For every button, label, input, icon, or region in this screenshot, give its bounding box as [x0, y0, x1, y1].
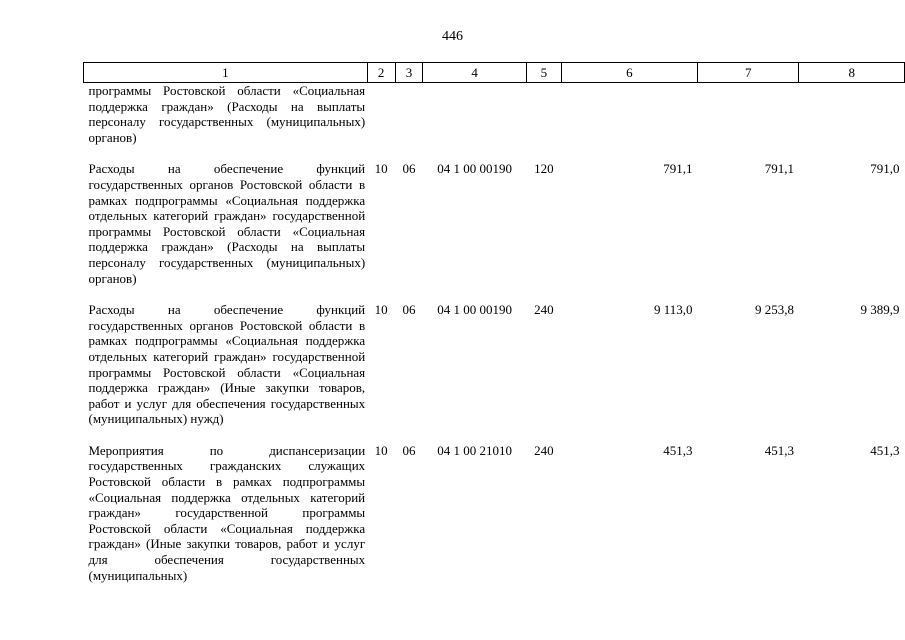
row-rz: 10 — [374, 442, 388, 458]
row-year-1: 791,1 — [663, 161, 693, 177]
row-csr: 04 1 00 21010 — [437, 442, 513, 458]
row-vr: 240 — [534, 442, 554, 458]
header-col-7: 7 — [697, 63, 798, 83]
table-row — [84, 161, 905, 302]
header-col-3: 3 — [395, 63, 423, 83]
header-col-6: 6 — [561, 63, 697, 83]
continuation-text: программы Ростовской области «Социальная поддержка граждан» (Расходы на выплаты персоналу государственных (муниципальных) органов) — [88, 83, 366, 145]
header-col-2: 2 — [367, 63, 395, 83]
header-col-4: 4 — [423, 63, 526, 83]
row-name: Расходы на обеспечение функций государственных органов Ростовской области в рамках подпрограммы «Социальная поддержка отдельных категорий граждан» государственной программы Ростовской области «Социальная поддержка граждан» (Расходы на выплаты персоналу государственных (муниципальных) органов) — [88, 161, 366, 286]
row-vr: 240 — [534, 302, 554, 318]
row-csr: 04 1 00 00190 — [437, 161, 513, 177]
row-year-3: 791,0 — [870, 161, 900, 177]
row-pr: 06 — [402, 161, 416, 177]
row-year-2: 9 253,8 — [754, 302, 794, 318]
row-name: Расходы на обеспечение функций государственных органов Ростовской области в рамках подпрограммы «Социальная поддержка отдельных категорий граждан» государственной программы Ростовской области «Социальная поддержка граждан» (Иные закупки товаров, работ и услуг для обеспечения государственных (муниципальных) нужд) — [88, 302, 366, 427]
row-year-2: 451,3 — [764, 442, 794, 458]
budget-table — [83, 62, 905, 583]
row-year-2: 791,1 — [764, 161, 794, 177]
header-col-1: 1 — [84, 63, 368, 83]
row-year-1: 9 113,0 — [653, 302, 693, 318]
row-rz: 10 — [374, 161, 388, 177]
page-number: 446 — [442, 29, 463, 44]
table-row — [84, 443, 905, 583]
row-pr: 06 — [402, 302, 416, 318]
row-pr: 06 — [402, 442, 416, 458]
row-name: Мероприятия по диспансеризации государственных гражданских служащих Ростовской области в рамках подпрограммы «Социальная поддержка отдельных категорий граждан» государственной программы Ростовской области «Социальная поддержка граждан» (Иные закупки товаров, работ и услуг для обеспечения государственных (муниципальных) — [88, 442, 366, 583]
header-col-5: 5 — [526, 63, 561, 83]
row-csr: 04 1 00 00190 — [437, 302, 513, 318]
table-header-row — [84, 63, 905, 83]
table-row — [84, 302, 905, 443]
header-col-8: 8 — [799, 63, 905, 83]
row-vr: 120 — [534, 161, 554, 177]
row-year-3: 451,3 — [870, 442, 900, 458]
row-rz: 10 — [374, 302, 388, 318]
row-year-1: 451,3 — [663, 442, 693, 458]
table-row-continuation — [84, 83, 905, 162]
row-year-3: 9 389,9 — [860, 302, 900, 318]
